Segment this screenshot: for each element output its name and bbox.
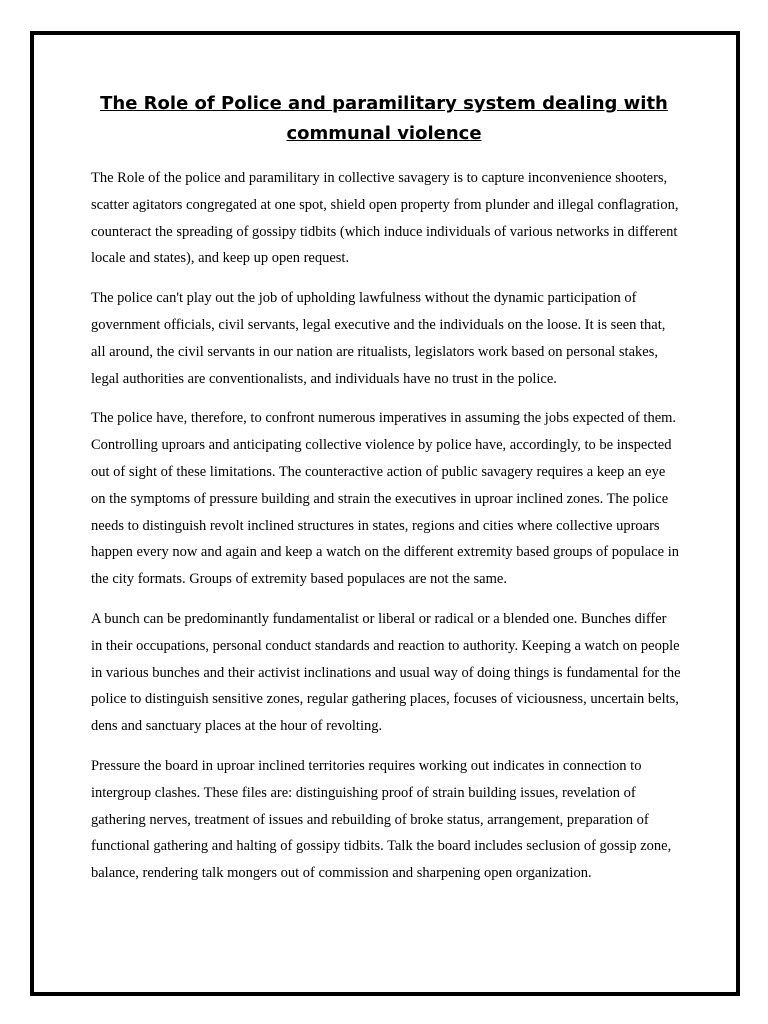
document-title: The Role of Police and paramilitary system dealing with communal violence [100, 93, 668, 144]
document-body [91, 165, 681, 900]
paragraph-2: The police can't play out the job of upholding lawfulness without the dynamic participation of government officials, civil servants, legal executive and the individuals on the loose. It is seen that, all around, the civil servants in our nation are ritualists, legislators work based on personal stakes, legal authorities are conventionalists, and individuals have no trust in the police. [91, 290, 666, 387]
paragraph-5: Pressure the board in uproar inclined territories requires working out indicates in connection to intergroup clashes. These files are: distinguishing proof of strain building issues, revelation of gathering nerves, treatment of issues and rebuilding of broke status, arrangement, preparation of functional gathering and halting of gossipy tidbits. Talk the board includes seclusion of gossip zone, balance, rendering talk mongers out of commission and sharpening open organization. [91, 757, 672, 882]
paragraph-4: A bunch can be predominantly fundamentalist or liberal or radical or a blended one. Bunches differ in their occupations, personal conduct standards and reaction to authority. Keeping a watch on people in various bunches and their activist inclinations and usual way of doing things is fundamental for the police to distinguish sensitive zones, regular gathering places, focuses of viciousness, uncertain belts, dens and sanctuary places at the hour of revolting. [91, 610, 681, 735]
paragraph-3: The police have, therefore, to confront numerous imperatives in assuming the jobs expected of them. Controlling uproars and anticipating collective violence by police have, accordingly, to be inspected out of sight of these limitations. The counteractive action of public savagery requires a keep an eye on the symptoms of pressure building and strain the executives in uproar inclined zones. The police needs to distinguish revolt inclined structures in states, regions and cities where collective uproars happen every now and again and keep a watch on the different extremity based groups of populace in the city formats. Groups of extremity based populaces are not the same. [91, 410, 679, 588]
paragraph-1: The Role of the police and paramilitary in collective savagery is to capture inconvenience shooters, scatter agitators congregated at one spot, shield open property from plunder and illegal conflagration, counteract the spreading of gossipy tidbits (which induce individuals of various networks in different locale and states), and keep up open request. [91, 170, 679, 267]
